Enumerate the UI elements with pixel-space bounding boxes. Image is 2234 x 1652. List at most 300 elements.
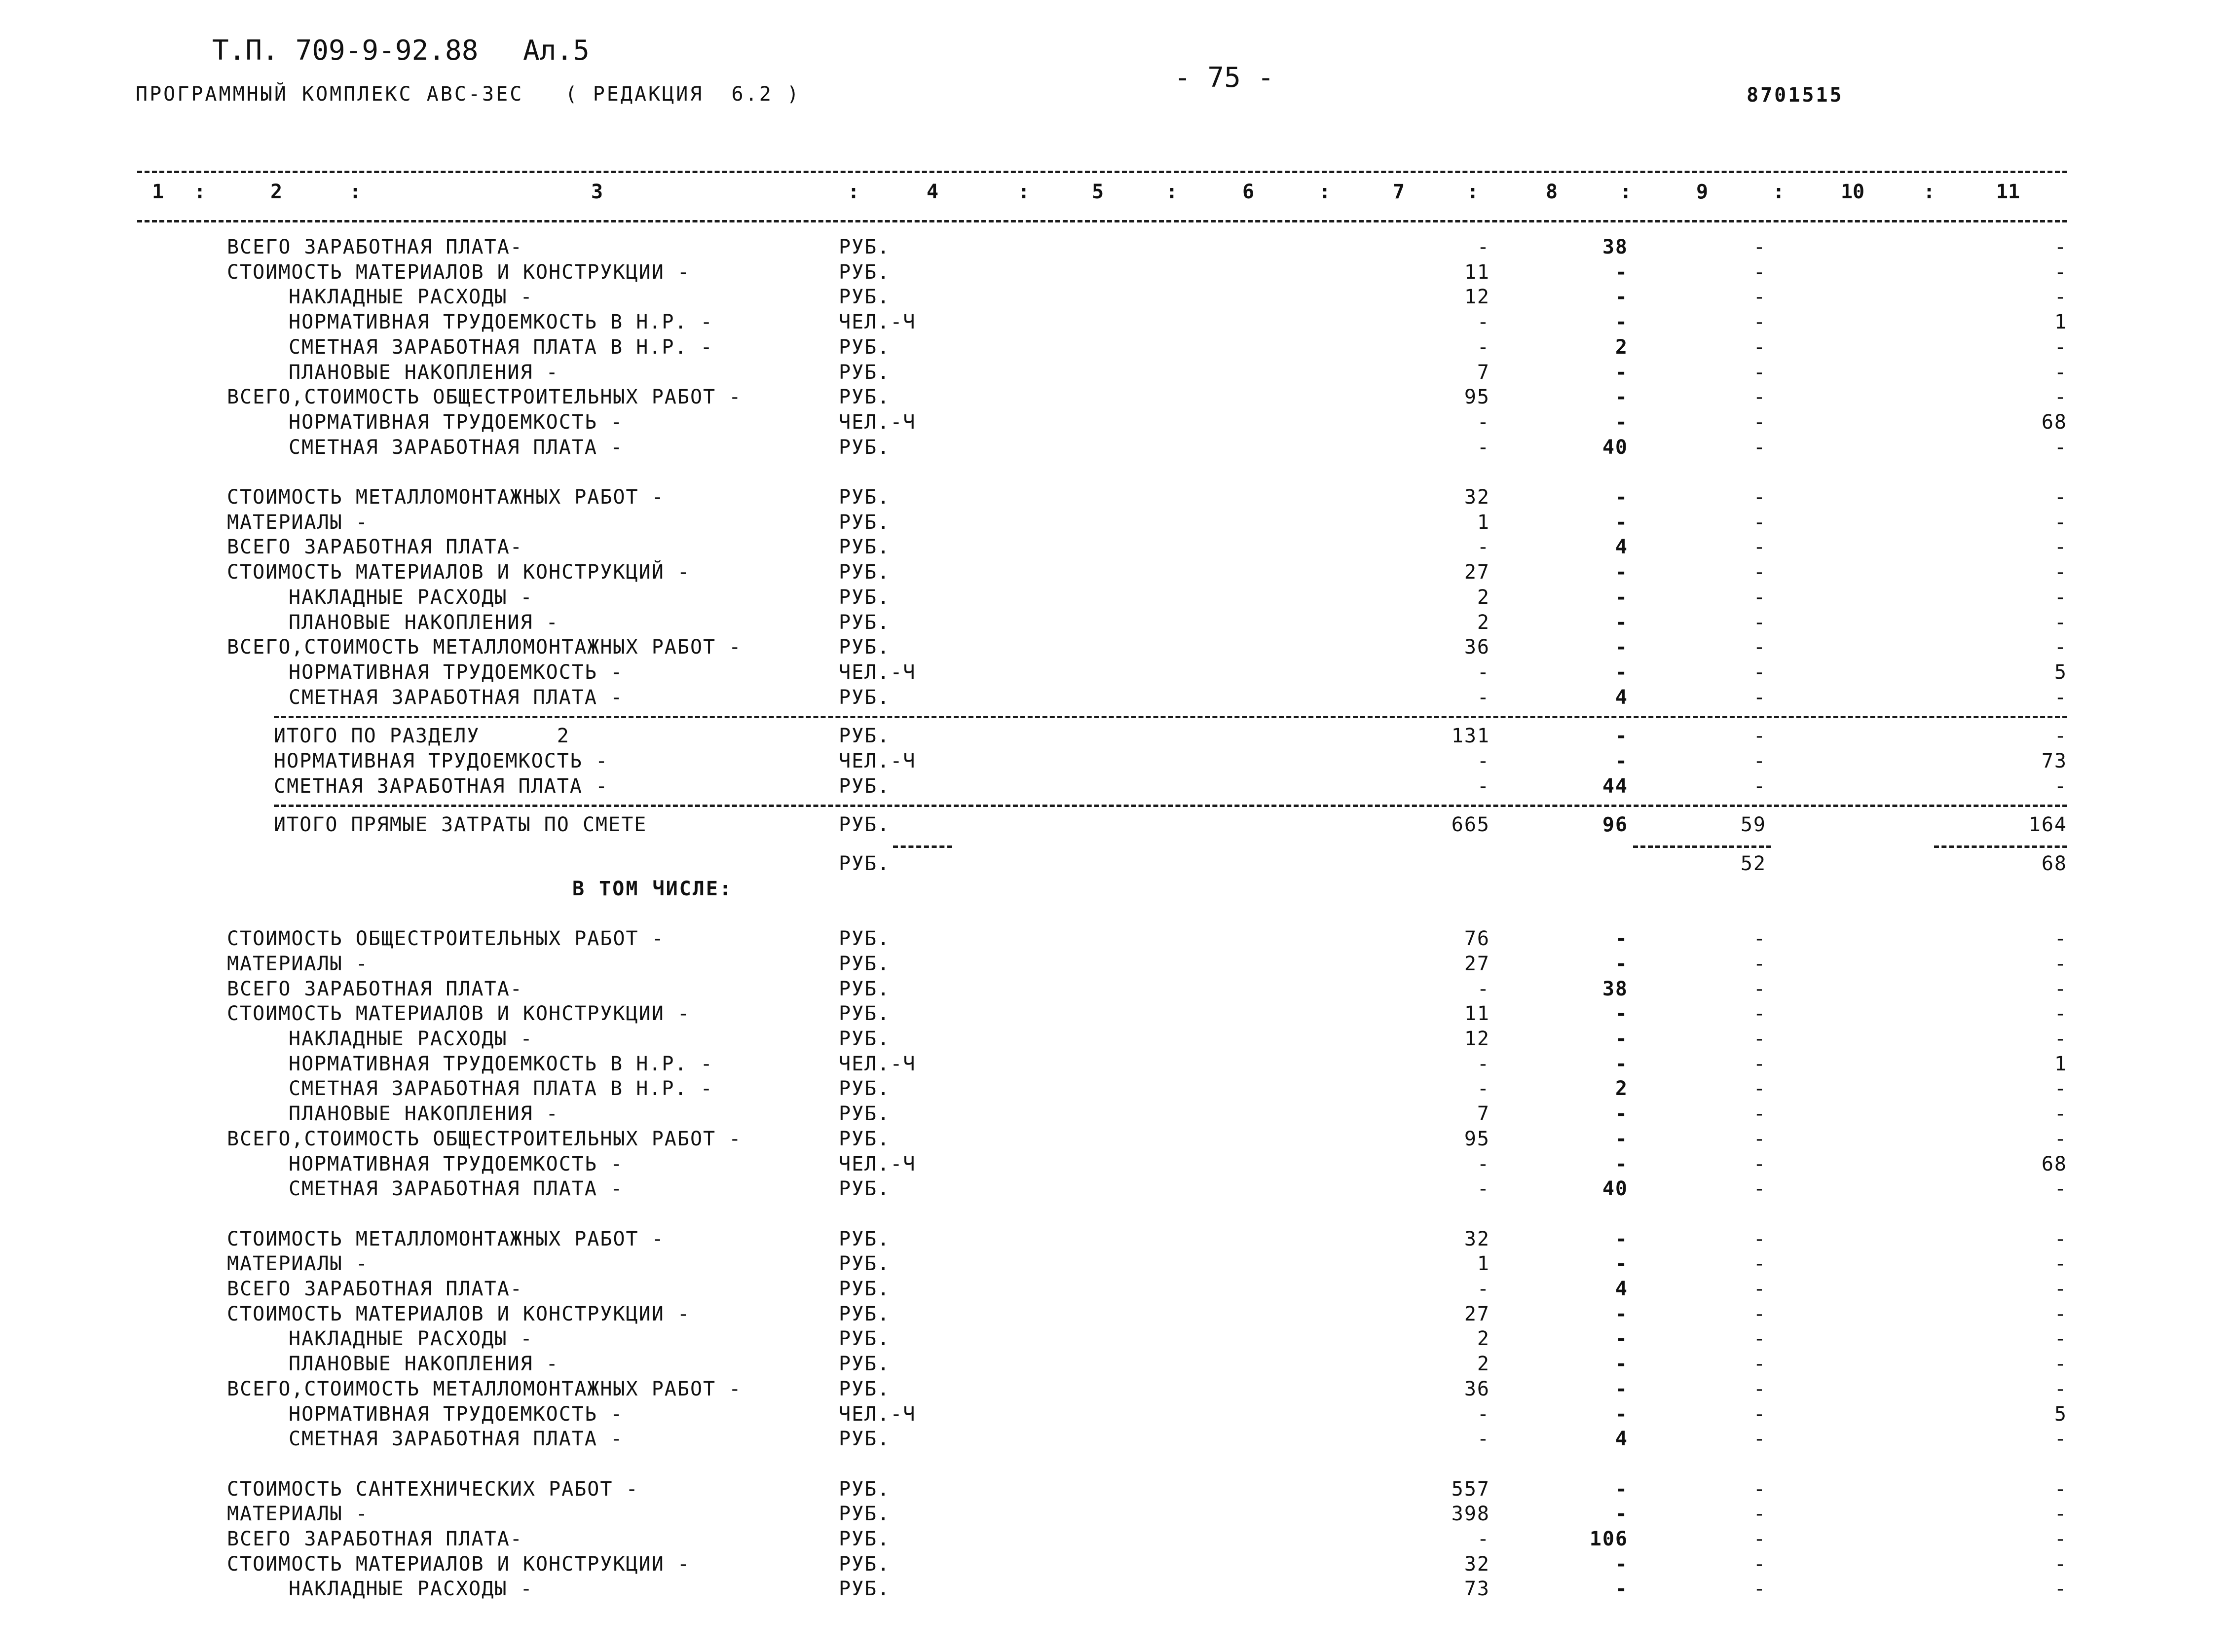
row-label: СТОИМОСТЬ МАТЕРИАЛОВ И КОНСТРУКЦИИ - — [227, 1302, 690, 1325]
column-separator: : — [1923, 181, 1936, 203]
row-label: ИТОГО ПРЯМЫЕ ЗАТРАТЫ ПО СМЕТЕ — [274, 813, 647, 837]
row-unit: РУБ. — [839, 927, 891, 951]
cell-col11: 1 — [2054, 1052, 2067, 1075]
cell-col7: 32 — [1464, 486, 1490, 509]
cell-col11: - — [2054, 1177, 2067, 1201]
table-row — [0, 511, 2234, 536]
cell-col8: 40 — [1602, 1177, 1628, 1201]
table-top-rule — [137, 171, 2067, 173]
row-label: НОРМАТИВНАЯ ТРУДОЕМКОСТЬ - — [274, 750, 609, 772]
column-separator: : — [1017, 181, 1030, 203]
table-row — [0, 927, 2234, 952]
row-label: ВСЕГО ЗАРАБОТНАЯ ПЛАТА- — [227, 1528, 523, 1550]
cell-col9: - — [1753, 236, 1766, 258]
column-separator: : — [193, 181, 206, 203]
cell-col9: - — [1753, 1002, 1766, 1026]
cell-col7: 36 — [1464, 1377, 1490, 1400]
cell-col11: - — [2054, 1028, 2067, 1050]
row-label: НОРМАТИВНАЯ ТРУДОЕМКОСТЬ - — [289, 1152, 624, 1175]
row-label: НОРМАТИВНАЯ ТРУДОЕМКОСТЬ - — [289, 661, 624, 684]
cell-col8: 40 — [1602, 436, 1628, 459]
cell-col8: - — [1615, 1102, 1628, 1126]
row-label: НАКЛАДНЫЕ РАСХОДЫ - — [289, 1028, 533, 1050]
cell-col8: - — [1615, 636, 1628, 659]
cell-col8: - — [1615, 1028, 1628, 1050]
cell-col11: - — [2054, 1278, 2067, 1300]
cell-col9: - — [1753, 1428, 1766, 1451]
cell-col7: 2 — [1477, 1327, 1490, 1351]
row-label: ВСЕГО,СТОИМОСТЬ МЕТАЛЛОМОНТАЖНЫХ РАБОТ - — [227, 636, 742, 659]
cell-col8: - — [1615, 311, 1628, 334]
row-unit: РУБ. — [839, 1028, 891, 1050]
cell-col11: - — [2054, 1077, 2067, 1101]
table-row — [0, 286, 2234, 310]
cell-col8: - — [1615, 1353, 1628, 1376]
cell-col9: - — [1753, 1377, 1766, 1400]
cell-col8: - — [1615, 586, 1628, 609]
column-separator: : — [1165, 181, 1178, 203]
row-label: СТОИМОСТЬ МАТЕРИАЛОВ И КОНСТРУКЦИИ - — [227, 1552, 690, 1576]
cell-col9: - — [1753, 1327, 1766, 1351]
cell-col7: 665 — [1451, 813, 1490, 837]
row-unit: ЧЕЛ.-Ч — [839, 750, 916, 772]
row-label: ВСЕГО ЗАРАБОТНАЯ ПЛАТА- — [227, 236, 523, 258]
row-unit: РУБ. — [839, 1578, 891, 1601]
cell-col9: - — [1753, 927, 1766, 951]
row-label: МАТЕРИАЛЫ - — [227, 952, 369, 975]
cell-col11: - — [2054, 1377, 2067, 1400]
cell-col7: 11 — [1464, 260, 1490, 284]
table-row — [0, 1303, 2234, 1327]
cell-col9: - — [1753, 774, 1766, 798]
cell-col11: - — [2054, 436, 2067, 459]
cell-col11: - — [2054, 1477, 2067, 1501]
row-unit: РУБ. — [839, 1077, 891, 1101]
cell-col11: - — [2054, 1428, 2067, 1451]
cell-col7: 36 — [1464, 636, 1490, 659]
row-label: ПЛАНОВЫЕ НАКОПЛЕНИЯ - — [289, 1353, 559, 1376]
program-title: ПРОГРАММНЫЙ КОМПЛЕКС АВС-3ЕС ( РЕДАКЦИЯ 6.2 ) — [136, 83, 801, 106]
table-row — [0, 686, 2234, 711]
table-row — [0, 486, 2234, 511]
cell-col9: - — [1753, 1052, 1766, 1075]
cell-col8: - — [1615, 1052, 1628, 1075]
table-row — [0, 978, 2234, 1002]
row-unit: РУБ. — [839, 260, 891, 284]
cell-col8: - — [1615, 486, 1628, 509]
cell-col11: - — [2054, 536, 2067, 559]
column-separator: : — [847, 181, 860, 203]
cell-col11: - — [2054, 977, 2067, 1000]
table-row — [0, 611, 2234, 636]
album-label: Ал.5 — [523, 35, 590, 67]
table-row — [0, 750, 2234, 774]
column-separator: : — [1318, 181, 1331, 203]
row-label: НАКЛАДНЫЕ РАСХОДЫ - — [289, 286, 533, 309]
cell-col11: 164 — [2028, 813, 2067, 837]
row-unit: РУБ. — [839, 361, 891, 384]
cell-col8: - — [1615, 386, 1628, 409]
row-unit: РУБ. — [839, 1327, 891, 1351]
cell-col9: - — [1753, 486, 1766, 509]
cell-col11: - — [2054, 361, 2067, 384]
cell-col8: - — [1615, 1152, 1628, 1175]
subsection-heading: В ТОМ ЧИСЛЕ: — [572, 877, 733, 900]
cell-col7: 7 — [1477, 1102, 1490, 1126]
column-number: 8 — [1545, 181, 1558, 203]
cell-col9: - — [1753, 1528, 1766, 1550]
cell-col8: - — [1615, 750, 1628, 772]
cell-col9: - — [1753, 1278, 1766, 1300]
table-row — [0, 636, 2234, 661]
cell-col11: - — [2054, 636, 2067, 659]
column-number: 2 — [270, 181, 283, 203]
cell-col8: 4 — [1615, 686, 1628, 709]
column-number: 5 — [1091, 181, 1104, 203]
page-number: - 75 - — [1174, 62, 1274, 94]
table-row — [0, 1278, 2234, 1302]
cell-col9: - — [1753, 750, 1766, 772]
column-number: 1 — [151, 181, 164, 203]
cell-col7: - — [1477, 311, 1490, 334]
cell-col7: 95 — [1464, 386, 1490, 409]
table-row — [0, 1077, 2234, 1102]
cell-col11: - — [2054, 1002, 2067, 1026]
column-number: 7 — [1392, 181, 1405, 203]
cell-col9: 52 — [1740, 852, 1766, 876]
cell-col11: - — [2054, 386, 2067, 409]
cell-col11: - — [2054, 335, 2067, 359]
section-rule — [274, 716, 2067, 718]
cell-col9: - — [1753, 361, 1766, 384]
cell-col8: 38 — [1602, 236, 1628, 258]
cell-col9: - — [1753, 561, 1766, 584]
cell-col11: - — [2054, 236, 2067, 258]
cell-col8: - — [1615, 1552, 1628, 1576]
column-number: 11 — [1996, 181, 2020, 203]
cell-col8: - — [1615, 1377, 1628, 1400]
table-row — [0, 386, 2234, 410]
row-unit: РУБ. — [839, 286, 891, 309]
cell-col8: - — [1615, 286, 1628, 309]
table-row — [0, 813, 2234, 838]
row-unit: РУБ. — [839, 636, 891, 659]
cell-col8: - — [1615, 661, 1628, 684]
table-row — [0, 1028, 2234, 1052]
cell-col7: 95 — [1464, 1127, 1490, 1150]
row-label: ВСЕГО,СТОИМОСТЬ ОБЩЕСТРОИТЕЛЬНЫХ РАБОТ - — [227, 386, 742, 409]
cell-col9: - — [1753, 1252, 1766, 1276]
table-row — [0, 311, 2234, 335]
cell-col8: 4 — [1615, 536, 1628, 559]
cell-col9: - — [1753, 1077, 1766, 1101]
cell-col9: - — [1753, 1552, 1766, 1576]
table-row — [0, 953, 2234, 977]
cell-col11: - — [2054, 1302, 2067, 1325]
row-label: НАКЛАДНЫЕ РАСХОДЫ - — [289, 586, 533, 609]
row-unit: РУБ. — [839, 1177, 891, 1201]
cell-col9: - — [1753, 1477, 1766, 1501]
row-unit: РУБ. — [839, 1102, 891, 1126]
row-unit: РУБ. — [839, 536, 891, 559]
row-label: НАКЛАДНЫЕ РАСХОДЫ - — [289, 1327, 533, 1351]
row-label: СМЕТНАЯ ЗАРАБОТНАЯ ПЛАТА - — [289, 436, 624, 459]
row-unit: РУБ. — [839, 236, 891, 258]
table-row — [0, 1053, 2234, 1077]
cell-col8: - — [1615, 1327, 1628, 1351]
document-number: 8701515 — [1747, 84, 1844, 107]
row-unit: РУБ. — [839, 586, 891, 609]
cell-col11: 5 — [2054, 1402, 2067, 1426]
cell-col11: - — [2054, 774, 2067, 798]
table-row — [0, 1327, 2234, 1352]
cell-col7: - — [1477, 750, 1490, 772]
cell-col9: - — [1753, 511, 1766, 534]
cell-col7: 1 — [1477, 1252, 1490, 1276]
table-row — [0, 536, 2234, 560]
cell-col8: 4 — [1615, 1428, 1628, 1451]
cell-col11: - — [2054, 1127, 2067, 1150]
row-label: ВСЕГО,СТОИМОСТЬ МЕТАЛЛОМОНТАЖНЫХ РАБОТ - — [227, 1377, 742, 1400]
cell-col7: 73 — [1464, 1578, 1490, 1601]
row-unit: РУБ. — [839, 1278, 891, 1300]
row-unit: РУБ. — [839, 386, 891, 409]
cell-col11: - — [2054, 586, 2067, 609]
row-label: СМЕТНАЯ ЗАРАБОТНАЯ ПЛАТА - — [274, 774, 609, 798]
cell-col7: - — [1477, 410, 1490, 434]
row-unit: РУБ. — [839, 561, 891, 584]
column-number: 3 — [591, 181, 603, 203]
table-row — [0, 1228, 2234, 1252]
cell-col7: - — [1477, 1177, 1490, 1201]
row-label: СМЕТНАЯ ЗАРАБОТНАЯ ПЛАТА В Н.Р. - — [289, 335, 713, 359]
table-row — [0, 336, 2234, 361]
cell-col9: - — [1753, 335, 1766, 359]
row-unit: РУБ. — [839, 1377, 891, 1400]
cell-col7: - — [1477, 335, 1490, 359]
cell-col9: - — [1753, 725, 1766, 748]
row-unit: РУБ. — [839, 1477, 891, 1501]
cell-col11: - — [2054, 1227, 2067, 1250]
document-code: Т.П. 709-9-92.88 — [212, 35, 479, 67]
row-label: СТОИМОСТЬ МЕТАЛЛОМОНТАЖНЫХ РАБОТ - — [227, 1227, 665, 1250]
table-row — [0, 561, 2234, 586]
cell-col11: - — [2054, 511, 2067, 534]
table-row — [0, 586, 2234, 611]
column-separator: : — [1772, 181, 1785, 203]
row-unit: РУБ. — [839, 977, 891, 1000]
cell-col9: - — [1753, 286, 1766, 309]
row-unit: РУБ. — [839, 1002, 891, 1026]
row-label: СТОИМОСТЬ МАТЕРИАЛОВ И КОНСТРУКЦИЙ - — [227, 561, 690, 584]
cell-col8: - — [1615, 1402, 1628, 1426]
cell-col7: - — [1477, 1278, 1490, 1300]
table-row — [0, 1478, 2234, 1503]
cell-col8: - — [1615, 561, 1628, 584]
row-label: СТОИМОСТЬ МЕТАЛЛОМОНТАЖНЫХ РАБОТ - — [227, 486, 665, 509]
row-unit: РУБ. — [839, 852, 891, 876]
row-unit: ЧЕЛ.-Ч — [839, 1152, 916, 1175]
cell-col11: - — [2054, 486, 2067, 509]
row-unit: РУБ. — [839, 1428, 891, 1451]
cell-col8: - — [1615, 361, 1628, 384]
cell-col9: - — [1753, 611, 1766, 634]
table-row — [0, 852, 2234, 877]
row-unit: РУБ. — [839, 1302, 891, 1325]
cell-col7: 2 — [1477, 611, 1490, 634]
row-label: СТОИМОСТЬ МАТЕРИАЛОВ И КОНСТРУКЦИИ - — [227, 1002, 690, 1026]
table-row — [0, 725, 2234, 749]
row-label: ПЛАНОВЫЕ НАКОПЛЕНИЯ - — [289, 361, 559, 384]
cell-col7: 2 — [1477, 1353, 1490, 1376]
cell-col8: 106 — [1589, 1528, 1628, 1550]
cell-col7: - — [1477, 1152, 1490, 1175]
row-unit: РУБ. — [839, 486, 891, 509]
cell-col8: - — [1615, 410, 1628, 434]
cell-col8: - — [1615, 1578, 1628, 1601]
cell-col8: - — [1615, 1302, 1628, 1325]
cell-col9: - — [1753, 586, 1766, 609]
row-label: НОРМАТИВНАЯ ТРУДОЕМКОСТЬ В Н.Р. - — [289, 1052, 713, 1075]
cell-col11: - — [2054, 927, 2067, 951]
row-unit: РУБ. — [839, 1252, 891, 1276]
row-label: НОРМАТИВНАЯ ТРУДОЕМКОСТЬ В Н.Р. - — [289, 311, 713, 334]
row-unit: ЧЕЛ.-Ч — [839, 311, 916, 334]
col11-underline — [1934, 845, 2067, 848]
cell-col7: - — [1477, 686, 1490, 709]
cell-col9: - — [1753, 1028, 1766, 1050]
row-label: НОРМАТИВНАЯ ТРУДОЕМКОСТЬ - — [289, 410, 624, 434]
cell-col11: - — [2054, 1252, 2067, 1276]
table-row — [0, 775, 2234, 800]
cell-col9: - — [1753, 436, 1766, 459]
cell-col8: 38 — [1602, 977, 1628, 1000]
cell-col7: 32 — [1464, 1552, 1490, 1576]
col9-underline — [1633, 845, 1771, 848]
row-label: СМЕТНАЯ ЗАРАБОТНАЯ ПЛАТА - — [289, 686, 624, 709]
cell-col7: - — [1477, 774, 1490, 798]
cell-col7: - — [1477, 1428, 1490, 1451]
cell-col8: - — [1615, 1252, 1628, 1276]
cell-col7: 12 — [1464, 1028, 1490, 1050]
cell-col11: 1 — [2054, 311, 2067, 334]
cell-col9: - — [1753, 977, 1766, 1000]
cell-col11: - — [2054, 1327, 2067, 1351]
cell-col11: - — [2054, 260, 2067, 284]
cell-col7: - — [1477, 1402, 1490, 1426]
cell-col11: - — [2054, 561, 2067, 584]
row-label: ВСЕГО ЗАРАБОТНАЯ ПЛАТА- — [227, 1278, 523, 1300]
row-label: СТОИМОСТЬ САНТЕХНИЧЕСКИХ РАБОТ - — [227, 1477, 639, 1501]
cell-col11: 68 — [2041, 410, 2067, 434]
cell-col11: - — [2054, 1552, 2067, 1576]
row-unit: РУБ. — [839, 1503, 891, 1526]
cell-col9: 59 — [1740, 813, 1766, 837]
table-row — [0, 1153, 2234, 1177]
cell-col11: - — [2054, 1578, 2067, 1601]
row-label: НОРМАТИВНАЯ ТРУДОЕМКОСТЬ - — [289, 1402, 624, 1426]
row-unit: ЧЕЛ.-Ч — [839, 410, 916, 434]
row-unit: ЧЕЛ.-Ч — [839, 1052, 916, 1075]
cell-col7: - — [1477, 436, 1490, 459]
row-unit: РУБ. — [839, 511, 891, 534]
cell-col8: - — [1615, 952, 1628, 975]
cell-col8: - — [1615, 725, 1628, 748]
row-label: СМЕТНАЯ ЗАРАБОТНАЯ ПЛАТА В Н.Р. - — [289, 1077, 713, 1101]
row-label: ВСЕГО,СТОИМОСТЬ ОБЩЕСТРОИТЕЛЬНЫХ РАБОТ - — [227, 1127, 742, 1150]
table-row — [0, 261, 2234, 286]
row-label: СТОИМОСТЬ МАТЕРИАЛОВ И КОНСТРУКЦИИ - — [227, 260, 690, 284]
cell-col9: - — [1753, 311, 1766, 334]
cell-col11: 5 — [2054, 661, 2067, 684]
table-row — [0, 1378, 2234, 1402]
row-label: МАТЕРИАЛЫ - — [227, 1252, 369, 1276]
row-unit: РУБ. — [839, 611, 891, 634]
unit-underline — [893, 845, 952, 848]
cell-col8: 4 — [1615, 1278, 1628, 1300]
row-label: МАТЕРИАЛЫ - — [227, 511, 369, 534]
cell-col8: - — [1615, 511, 1628, 534]
cell-col8: - — [1615, 1477, 1628, 1501]
row-unit: ЧЕЛ.-Ч — [839, 1402, 916, 1426]
cell-col8: 2 — [1615, 335, 1628, 359]
cell-col8: - — [1615, 1227, 1628, 1250]
cell-col9: - — [1753, 1402, 1766, 1426]
table-row — [0, 1353, 2234, 1377]
cell-col7: 27 — [1464, 952, 1490, 975]
cell-col7: 12 — [1464, 286, 1490, 309]
cell-col7: - — [1477, 1077, 1490, 1101]
cell-col11: - — [2054, 1102, 2067, 1126]
table-row — [0, 1428, 2234, 1452]
column-number: 10 — [1840, 181, 1865, 203]
cell-col7: - — [1477, 1528, 1490, 1550]
cell-col8: 2 — [1615, 1077, 1628, 1101]
row-label: СМЕТНАЯ ЗАРАБОТНАЯ ПЛАТА - — [289, 1177, 624, 1201]
cell-col9: - — [1753, 386, 1766, 409]
row-unit: РУБ. — [839, 1552, 891, 1576]
table-row — [0, 436, 2234, 461]
row-label: ПЛАНОВЫЕ НАКОПЛЕНИЯ - — [289, 611, 559, 634]
cell-col11: - — [2054, 725, 2067, 748]
row-label: МАТЕРИАЛЫ - — [227, 1503, 369, 1526]
cell-col9: - — [1753, 1177, 1766, 1201]
cell-col8: - — [1615, 260, 1628, 284]
cell-col7: - — [1477, 536, 1490, 559]
cell-col7: 32 — [1464, 1227, 1490, 1250]
cell-col7: 27 — [1464, 561, 1490, 584]
cell-col7: 76 — [1464, 927, 1490, 951]
cell-col9: - — [1753, 1102, 1766, 1126]
cell-col7: 7 — [1477, 361, 1490, 384]
table-row — [0, 1403, 2234, 1428]
table-row — [0, 1578, 2234, 1602]
cell-col9: - — [1753, 1503, 1766, 1526]
row-label: СТОИМОСТЬ ОБЩЕСТРОИТЕЛЬНЫХ РАБОТ - — [227, 927, 665, 951]
row-unit: РУБ. — [839, 1528, 891, 1550]
cell-col9: - — [1753, 1302, 1766, 1325]
cell-col11: - — [2054, 1353, 2067, 1376]
row-unit: РУБ. — [839, 1353, 891, 1376]
cell-col11: - — [2054, 1528, 2067, 1550]
cell-col7: - — [1477, 661, 1490, 684]
row-label: ВСЕГО ЗАРАБОТНАЯ ПЛАТА- — [227, 977, 523, 1000]
row-label: ВСЕГО ЗАРАБОТНАЯ ПЛАТА- — [227, 536, 523, 559]
table-row — [0, 1102, 2234, 1127]
cell-col7: - — [1477, 236, 1490, 258]
cell-col11: 68 — [2041, 852, 2067, 876]
table-row — [0, 1503, 2234, 1527]
